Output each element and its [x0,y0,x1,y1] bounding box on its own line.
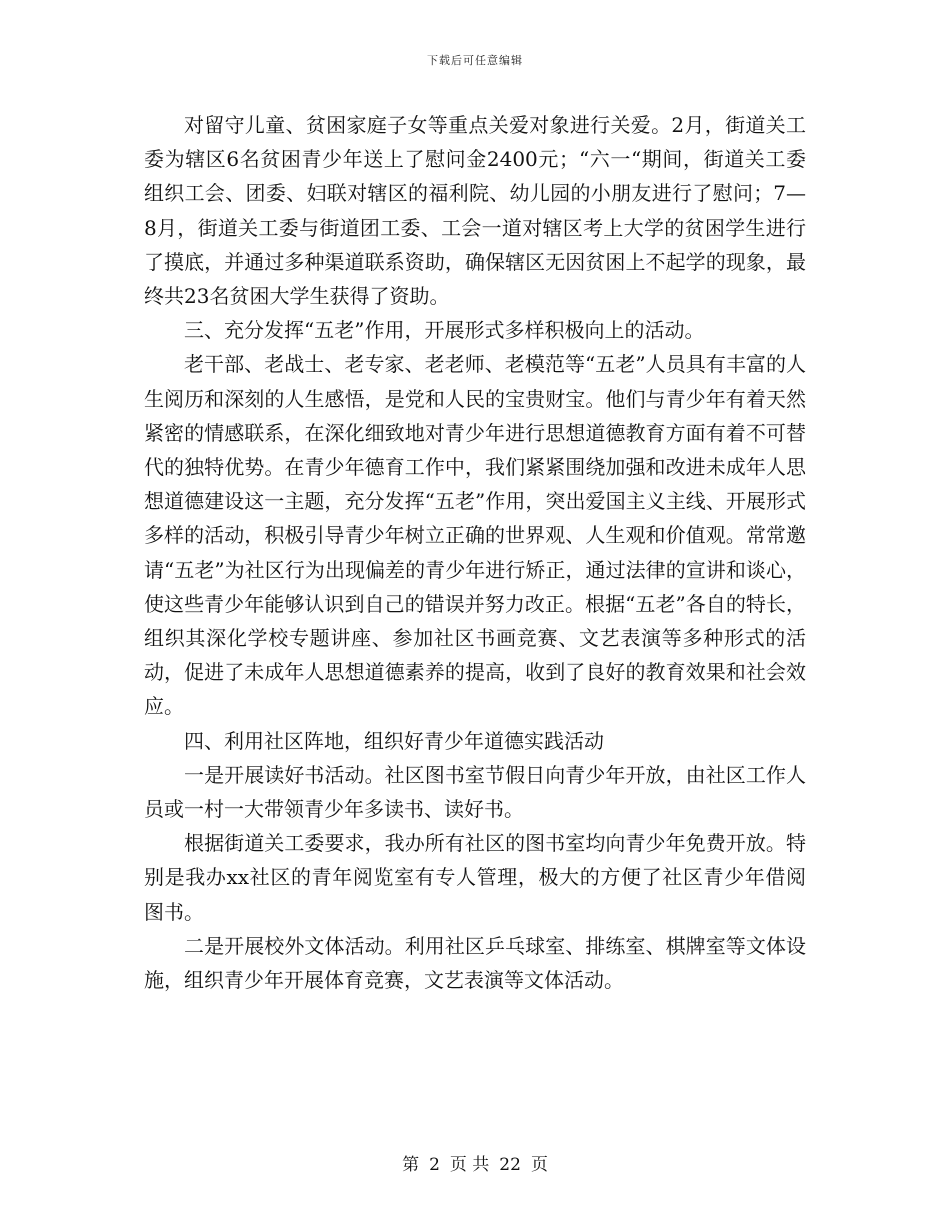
footer-suffix: 页 [530,1155,548,1175]
document-body [144,108,806,997]
footer-middle: 页 共 [449,1155,490,1175]
paragraph-reading-activity: 一是开展读好书活动。社区图书室节假日向青少年开放，由社区工作人员或一村一大带领青少年多读书、读好书。 [144,762,806,822]
footer-total-pages: 22 [499,1155,521,1175]
paragraph-five-elders: 老干部、老战士、老专家、老老师、老模范等“五老”人员具有丰富的人生阅历和深刻的人生感悟，是党和人民的宝贵财宝。他们与青少年有着天然紧密的情感联系，在深化细致地对青少年进行思想道德教育方面有着不可替代的独特优势。在青少年德育工作中，我们紧紧围绕加强和改进未成年人思想道德建设这一主题，充分发挥“五老”作用，突出爱国主义主线、开展形式多样的活动，积极引导青少年树立正确的世界观、人生观和价值观。常常邀请“五老”为社区行为出现偏差的青少年进行矫正，通过法律的宣讲和谈心，使这些青少年能够认识到自己的错误并努力改正。根据“五老”各自的特长，组织其深化学校专题讲座、参加社区书画竞赛、文艺表演等多种形式的活动，促进了未成年人思想道德素养的提高，收到了良好的教育效果和社会效应。 [144,352,806,719]
section-heading-three: 三、充分发挥“五老”作用，开展形式多样积极向上的活动。 [184,318,705,343]
footer-prefix: 第 [402,1155,420,1175]
paragraph-library-open: 根据街道关工委要求，我办所有社区的图书室均向青少年免费开放。特别是我办xx社区的青年阅览室有专人管理，极大的方便了社区青少年借阅图书。 [144,831,806,924]
paragraph-care-subjects: 对留守儿童、贫困家庭子女等重点关爱对象进行关爱。2月，街道关工委为辖区6名贫困青少年送上了慰问金2400元；“六一“期间，街道关工委组织工会、团委、妇联对辖区的福利院、幼儿园的小朋友进行了慰问；7—8月，街道关工委与街道团工委、工会一道对辖区考上大学的贫困学生进行了摸底，并通过多种渠道联系资助，确保辖区无因贫困上不起学的现象，最终共23名贫困大学生获得了资助。 [144,113,806,309]
footer-current-page: 2 [429,1155,440,1175]
page-header: 下载后可任意编辑 [427,54,523,67]
section-heading-four: 四、利用社区阵地，组织好青少年道德实践活动 [184,728,604,753]
paragraph-sports-activity: 二是开展校外文体活动。利用社区乒乓球室、排练室、棋牌室等文体设施，组织青少年开展体育竞赛，文艺表演等文体活动。 [144,933,806,993]
page-footer [0,1150,950,1175]
